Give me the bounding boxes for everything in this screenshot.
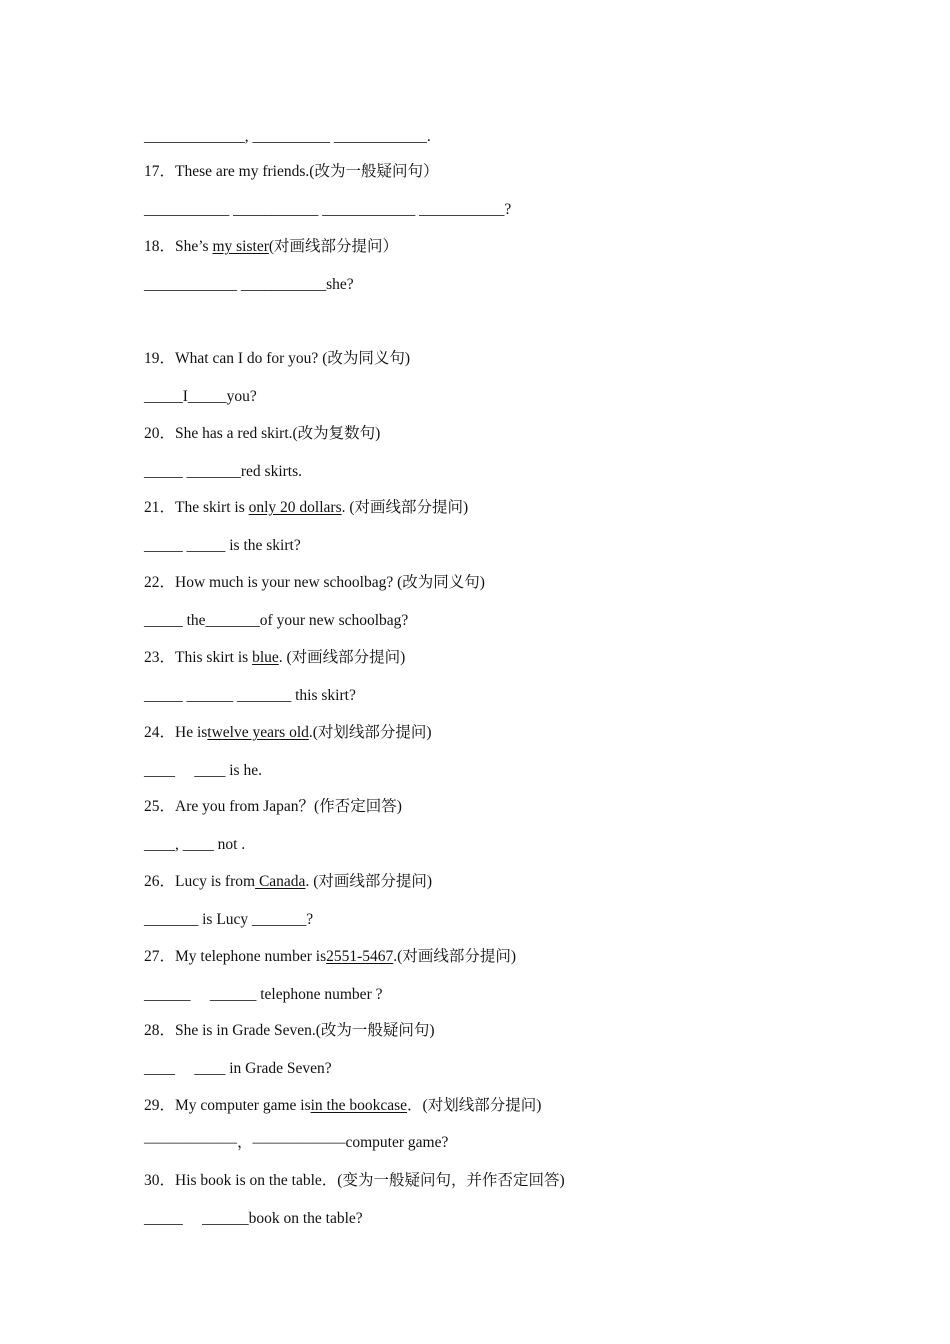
line-text: 21．The skirt is — [144, 499, 249, 516]
worksheet-line — [144, 1096, 541, 1116]
line-text: 25．Are you from Japan？(作否定回答) — [144, 798, 402, 815]
worksheet-line — [144, 835, 245, 855]
worksheet-line — [144, 686, 356, 706]
worksheet-line — [144, 162, 438, 182]
underlined-phrase: only 20 dollars — [248, 499, 342, 516]
line-text: 19．What can I do for you? (改为同义句) — [144, 350, 411, 367]
underlined-phrase: 2551-5467 — [326, 948, 394, 965]
worksheet-line — [144, 349, 410, 369]
worksheet-line — [144, 1021, 435, 1041]
worksheet-line — [144, 498, 468, 518]
line-text: _____ _____ is the skirt? — [144, 537, 301, 554]
line-text: 23．This skirt is — [144, 649, 253, 666]
worksheet-line — [144, 797, 402, 817]
worksheet-line — [144, 536, 301, 556]
worksheet-line — [144, 237, 398, 257]
worksheet-line — [144, 947, 516, 967]
worksheet-line — [144, 462, 302, 482]
line-text: ．(对划线部分提问) — [407, 1097, 542, 1114]
worksheet-line — [144, 648, 405, 668]
worksheet-line — [144, 611, 408, 631]
line-text: 18．She’s — [144, 238, 213, 255]
line-text: ——————，——————computer game? — [144, 1134, 449, 1151]
line-text: 27．My telephone number is — [144, 948, 327, 965]
line-text: ____, ____ not . — [144, 836, 246, 853]
worksheet-line — [144, 424, 380, 444]
worksheet-line — [144, 387, 257, 407]
line-text: .(对划线部分提问) — [308, 724, 432, 741]
underlined-phrase: my sister — [212, 238, 269, 255]
line-text: .(对画线部分提问) — [393, 948, 516, 965]
worksheet-line — [144, 275, 354, 295]
line-text: _____ the_______of your new schoolbag? — [144, 612, 409, 629]
worksheet-line — [144, 985, 382, 1005]
underlined-phrase: twelve years old — [207, 724, 309, 741]
line-text: _____ ______book on the table? — [144, 1210, 363, 1227]
line-text: ____ ____ is he. — [144, 762, 262, 779]
line-text: 30．His book is on the table．(变为一般疑问句，并作否定回答) — [144, 1172, 565, 1189]
line-text: 28．She is in Grade Seven.(改为一般疑问句) — [144, 1022, 435, 1039]
line-text: 17．These are my friends.(改为一般疑问句） — [144, 163, 439, 180]
worksheet-line — [144, 1209, 363, 1229]
line-text: 20．She has a red skirt.(改为复数句) — [144, 425, 381, 442]
line-text: _____________, __________ ____________. — [144, 128, 431, 145]
line-text: _____ ______ _______ this skirt? — [144, 687, 356, 704]
line-text: . (对画线部分提问) — [278, 649, 406, 666]
line-text: _____ _______red skirts. — [144, 463, 303, 480]
line-text: 29．My computer game is — [144, 1097, 311, 1114]
line-text: (对画线部分提问） — [268, 238, 399, 255]
line-text: 22．How much is your new schoolbag? (改为同义句) — [144, 574, 485, 591]
worksheet-line — [144, 1059, 332, 1079]
line-text: 26．Lucy is from — [144, 873, 256, 890]
worksheet-line — [144, 910, 313, 930]
worksheet-line — [144, 872, 432, 892]
worksheet-line — [144, 1133, 448, 1153]
underlined-phrase: blue — [252, 649, 279, 666]
line-text: . (对画线部分提问) — [305, 873, 433, 890]
worksheet-line — [144, 573, 485, 593]
underlined-phrase: Canada — [255, 873, 306, 890]
line-text: _____I_____you? — [144, 388, 257, 405]
worksheet-line — [144, 1171, 565, 1191]
worksheet-line — [144, 761, 262, 781]
line-text: ____ ____ in Grade Seven? — [144, 1060, 332, 1077]
line-text: ______ ______ telephone number ? — [144, 986, 383, 1003]
underlined-phrase: in the bookcase — [310, 1097, 408, 1114]
worksheet-line — [144, 200, 511, 220]
worksheet-line — [144, 127, 431, 147]
worksheet-line — [144, 723, 432, 743]
line-text: ___________ ___________ ____________ ___________? — [144, 201, 512, 218]
line-text: _______ is Lucy _______? — [144, 911, 314, 928]
line-text: ____________ ___________she? — [144, 276, 354, 293]
line-text: 24．He is — [144, 724, 208, 741]
line-text: . (对画线部分提问) — [341, 499, 469, 516]
